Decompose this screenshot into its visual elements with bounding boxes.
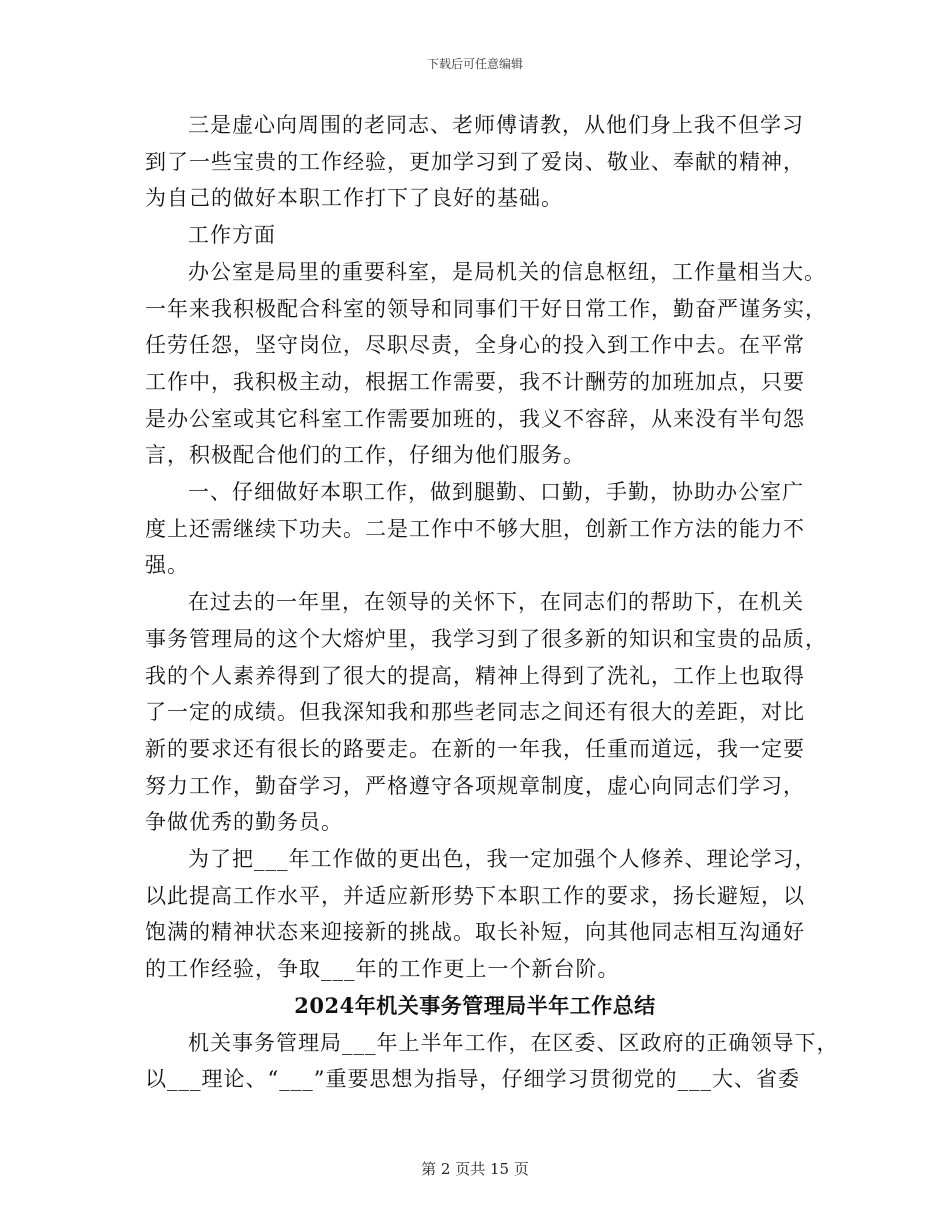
page-footer: 第 2 页共 15 页 [421,1160,529,1178]
text-line: 到了一些宝贵的工作经验，更加学习到了爱岗、敬业、奉献的精神， [145,149,805,174]
text-line: 在过去的一年里，在领导的关怀下，在同志们的帮助下，在机关 [188,590,804,615]
text-line: 努力工作，勤奋学习，严格遵守各项规章制度，虚心向同志们学习， [145,773,805,798]
text-line: 我的个人素养得到了很大的提高，精神上得到了洗礼，工作上也取得 [145,663,805,688]
text-line: 言，积极配合他们的工作，仔细为他们服务。 [145,443,585,468]
text-line: 争做优秀的勤务员。 [145,810,343,835]
text-line: 为了把___年工作做的更出色，我一定加强个人修养、理论学习， [188,847,817,871]
text-line: 了一定的成绩。但我深知我和那些老同志之间还有很大的差距，对比 [145,700,805,725]
text-line: 饱满的精神状态来迎接新的挑战。取长补短，向其他同志相互沟通好 [145,920,805,945]
text-line: 强。 [145,553,189,578]
text-line: 度上还需继续下功夫。二是工作中不够大胆，创新工作方法的能力不 [145,516,805,541]
text-line: 三是虚心向周围的老同志、老师傅请教，从他们身上我不但学习 [188,113,804,137]
text-line: 任劳任怨，坚守岗位，尽职尽责，全身心的投入到工作中去。在平常 [145,333,805,358]
section-title: 2024年机关事务管理局半年工作总结 [294,992,656,1018]
text-line: 一、仔细做好本职工作，做到腿勤、口勤，手勤，协助办公室广 [188,480,804,504]
text-line: 新的要求还有很长的路要走。在新的一年我，任重而道远，我一定要 [145,736,805,761]
text-line: 机关事务管理局___年上半年工作，在区委、区政府的正确领导下， [188,1030,839,1055]
text-line: 以此提高工作水平，并适应新形势下本职工作的要求，扬长避短，以 [145,883,805,908]
text-line: 办公室是局里的重要科室，是局机关的信息枢纽，工作量相当大。 [188,259,826,284]
text-line: 为自己的做好本职工作打下了良好的基础。 [145,186,563,211]
page-header: 下载后可任意编辑 [426,57,523,71]
text-line: 工作中，我积极主动，根据工作需要，我不计酬劳的加班加点，只要 [145,369,805,394]
text-line: 事务管理局的这个大熔炉里，我学习到了很多新的知识和宝贵的品质， [145,626,827,651]
text-line: 工作方面 [188,223,276,248]
text-line: 是办公室或其它科室工作需要加班的，我义不容辞，从来没有半句怨 [145,406,805,431]
text-line: 的工作经验，争取___年的工作更上一个新台阶。 [145,957,620,982]
text-line: 一年来我积极配合科室的领导和同事们干好日常工作，勤奋严谨务实， [145,296,827,321]
text-line: 以___理论、“___”重要思想为指导，仔细学习贯彻党的___大、省委 [145,1067,800,1092]
